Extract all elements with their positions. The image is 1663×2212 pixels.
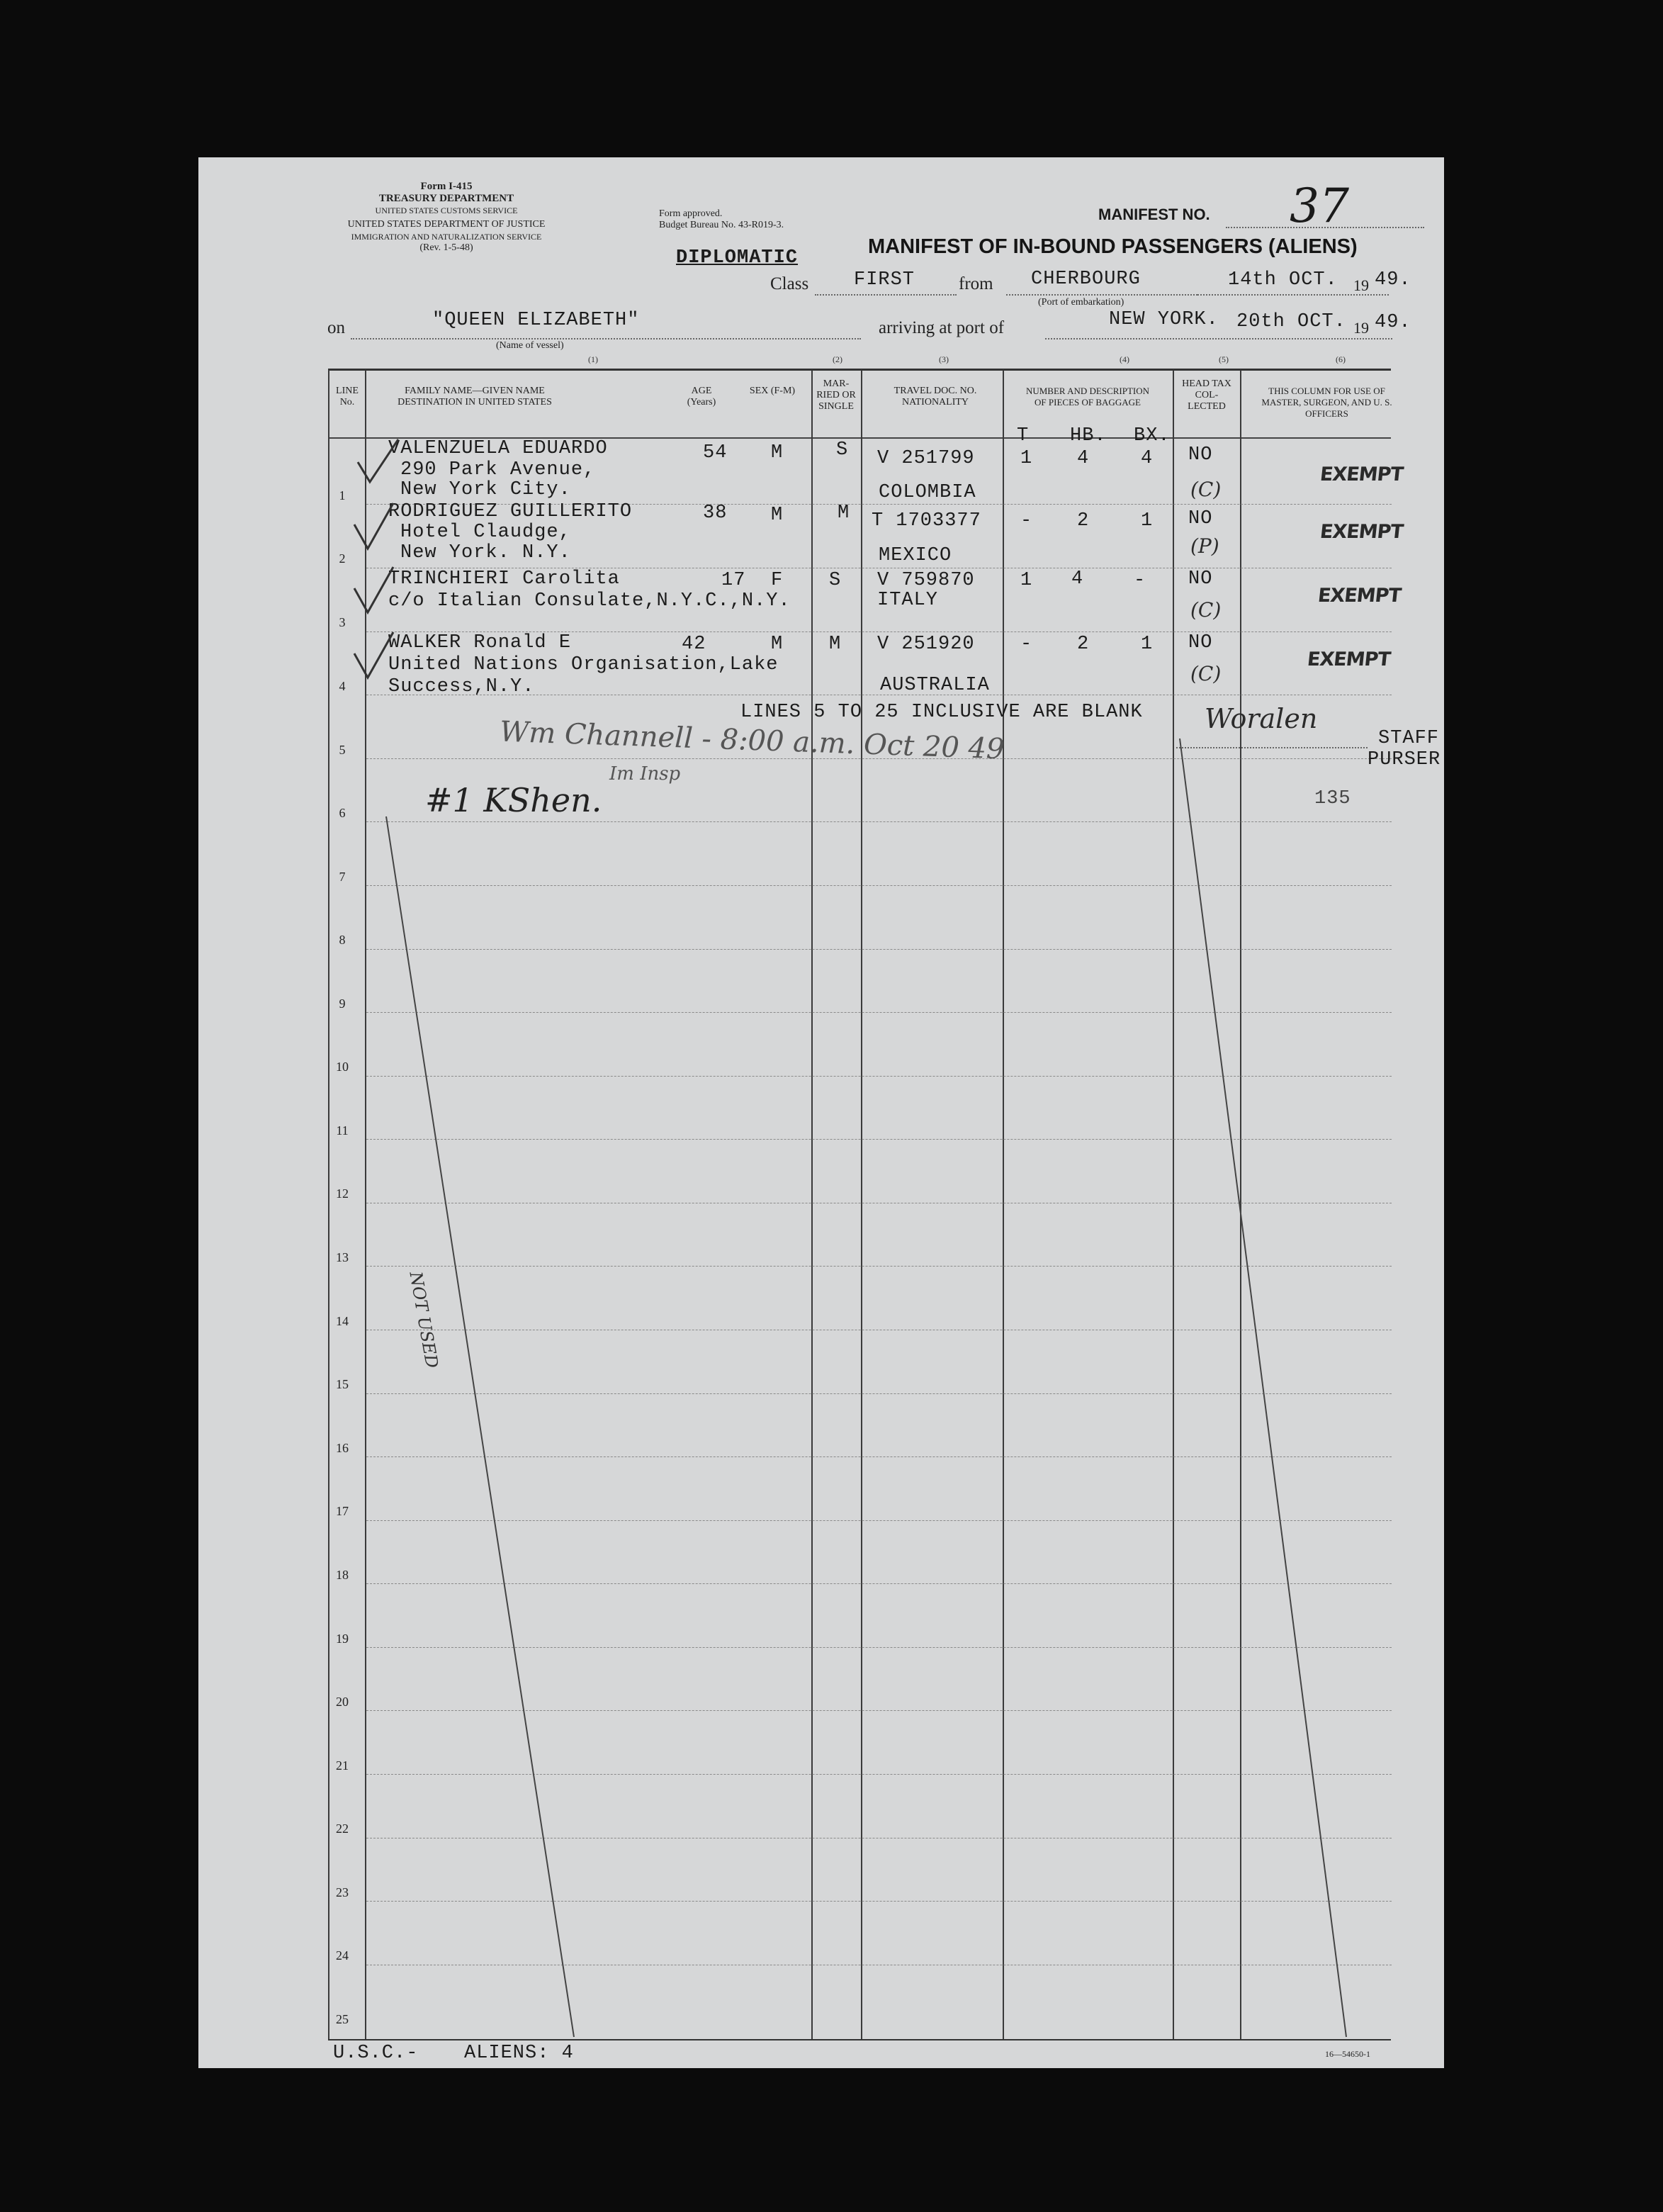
col-num: (3) [939, 354, 949, 364]
blank-lines-note: LINES 5 TO 25 INCLUSIVE ARE BLANK [740, 702, 1143, 723]
baggage-t: - [1020, 634, 1033, 655]
passenger-nationality: COLOMBIA [879, 482, 976, 503]
head-tax: NO [1188, 568, 1213, 590]
baggage-hb: 2 [1077, 634, 1090, 655]
passenger-age: 38 [703, 503, 728, 524]
baggage-hb: 2 [1077, 510, 1090, 532]
passenger-sex: M [771, 442, 784, 464]
passenger-destination: c/o Italian Consulate,N.Y.C.,N.Y. [388, 590, 791, 612]
head-tax-note: (C) [1190, 598, 1222, 622]
passenger-destination: New York. N.Y. [400, 542, 571, 563]
header-sex: SEX (F-M) [749, 386, 796, 396]
col-num: (1) [588, 354, 598, 364]
line-number: 24 [336, 1948, 349, 1963]
col-num: (5) [1219, 354, 1229, 364]
exempt-stamp: EXEMPT [1319, 464, 1404, 485]
staff-label: STAFF [1378, 728, 1440, 749]
arrival-date: 20th OCT. [1236, 311, 1346, 332]
class-label: Class [770, 274, 809, 293]
form-approved: Form approved. [659, 208, 723, 219]
passenger-sex: M [771, 634, 784, 655]
treasury-department: TREASURY DEPARTMENT [378, 193, 514, 204]
line-number: 25 [336, 2012, 349, 2026]
line-number: 22 [336, 1821, 349, 1836]
line-number: 8 [339, 933, 346, 947]
inspector-title: Im Insp [609, 763, 681, 785]
passenger-destination: 290 Park Avenue, [400, 459, 596, 481]
baggage-t: 1 [1020, 570, 1033, 591]
passenger-age: 54 [703, 442, 728, 464]
passenger-marital: S [836, 439, 849, 461]
head-tax-note: (C) [1190, 478, 1222, 501]
footer-code: 16—54650-1 [1325, 2049, 1370, 2059]
line-number: 23 [336, 1885, 349, 1899]
exempt-stamp: EXEMPT [1306, 649, 1392, 670]
passenger-destination: Success,N.Y. [388, 676, 535, 697]
line-number: 4 [339, 679, 346, 693]
line-number: 6 [339, 806, 346, 820]
baggage-bx-label: BX. [1134, 425, 1171, 447]
baggage-hb-label: HB. [1070, 425, 1107, 447]
header-name: FAMILY NAME—GIVEN NAME DESTINATION IN UNITED STATES [398, 386, 552, 408]
header-head-tax: HEAD TAX COL-LECTED [1182, 378, 1231, 412]
head-tax: NO [1188, 508, 1213, 529]
embark-year: 49. [1375, 269, 1411, 291]
passenger-destination: Hotel Claudge, [400, 522, 571, 543]
passenger-sex: M [771, 505, 784, 526]
baggage-bx: - [1134, 570, 1146, 591]
passenger-travel-doc: T 1703377 [872, 510, 981, 532]
baggage-bx: 1 [1141, 510, 1154, 532]
baggage-t: 1 [1020, 448, 1033, 469]
passenger-travel-doc: V 759870 [877, 570, 975, 591]
passenger-nationality: MEXICO [879, 545, 952, 566]
form-number: Form I-415 [420, 181, 473, 192]
passenger-name: WALKER Ronald E [388, 632, 572, 653]
passenger-marital: M [838, 503, 850, 524]
embarkation-date: 14th OCT. [1228, 269, 1338, 291]
line-number: 21 [336, 1758, 349, 1773]
department-of-justice: UNITED STATES DEPARTMENT OF JUSTICE [347, 219, 546, 230]
line-number: 17 [336, 1504, 349, 1518]
line-number: 3 [339, 615, 346, 629]
passenger-nationality: AUSTRALIA [880, 675, 990, 696]
header-line-no: LINE No. [336, 386, 359, 408]
line-number: 14 [336, 1314, 349, 1328]
inspector-annotation: #1 KShen. [425, 781, 602, 819]
budget-bureau: Budget Bureau No. 43-R019-3. [659, 220, 784, 230]
class-value: FIRST [854, 269, 915, 291]
header-married: MAR-RIED OR SINGLE [816, 378, 856, 412]
not-used-label: NOT USED [405, 1270, 442, 1370]
line-number: 9 [339, 996, 346, 1011]
baggage-t: - [1020, 510, 1033, 532]
arrival-year: 49. [1375, 312, 1411, 333]
head-tax-note: (C) [1190, 662, 1222, 685]
passenger-travel-doc: V 251799 [877, 448, 975, 469]
exempt-stamp: EXEMPT [1317, 585, 1402, 607]
port-of-arrival: NEW YORK. [1109, 309, 1219, 330]
footer-usc: U.S.C.- [333, 2043, 419, 2064]
manifest-no-label: MANIFEST NO. [1098, 206, 1210, 223]
line-number: 18 [336, 1568, 349, 1582]
purser-label: PURSER [1368, 749, 1441, 770]
exempt-stamp: EXEMPT [1319, 521, 1404, 543]
vessel-name: "QUEEN ELIZABETH" [432, 310, 640, 331]
manifest-title: MANIFEST OF IN-BOUND PASSENGERS (ALIENS) [868, 235, 1358, 258]
head-tax: NO [1188, 632, 1213, 653]
manifest-sheet [198, 157, 1444, 2068]
line-number: 13 [336, 1250, 349, 1264]
head-tax-note: (P) [1190, 534, 1219, 558]
line-number: 20 [336, 1695, 349, 1709]
line-number: 2 [339, 551, 346, 566]
from-label: from [959, 274, 993, 293]
arriving-label: arriving at port of [879, 318, 1005, 337]
header-officers: THIS COLUMN FOR USE OF MASTER, SURGEON, AND U. S. OFFICERS [1261, 386, 1392, 419]
passenger-sex: F [771, 570, 784, 591]
purser-signature: Woralen [1205, 703, 1318, 734]
passenger-age: 17 [721, 570, 746, 591]
line-number: 7 [339, 870, 346, 884]
on-label: on [327, 318, 345, 337]
line-number: 10 [336, 1060, 349, 1074]
manifest-number: 37 [1290, 179, 1349, 233]
head-tax: NO [1188, 444, 1213, 466]
header-baggage: NUMBER AND DESCRIPTION OF PIECES OF BAGGAGE [1025, 386, 1150, 408]
baggage-bx: 4 [1141, 448, 1154, 469]
footer-aliens-count: ALIENS: 4 [464, 2043, 574, 2064]
line-number: 16 [336, 1441, 349, 1455]
header-travel-doc: TRAVEL DOC. NO. NATIONALITY [893, 386, 977, 408]
baggage-hb: 4 [1071, 568, 1084, 590]
not-used-strike-lines [198, 157, 1444, 2068]
baggage-bx: 1 [1141, 634, 1154, 655]
inspector-note: Wm Channell - 8:00 a.m. Oct 20 49 [499, 715, 1005, 766]
port-of-embarkation: CHERBOURG [1031, 269, 1141, 290]
col-num: (2) [833, 354, 842, 364]
passenger-marital: M [829, 634, 842, 655]
year-prefix-arrival: 19 [1353, 319, 1369, 337]
passenger-travel-doc: V 251920 [877, 634, 975, 655]
line-number: 11 [336, 1123, 349, 1138]
year-prefix: 19 [1353, 276, 1369, 294]
port-embark-caption: (Port of embarkation) [1038, 297, 1124, 308]
line-number: 15 [336, 1377, 349, 1391]
passenger-destination: New York City. [400, 479, 571, 500]
passenger-name: TRINCHIERI Carolita [388, 568, 620, 590]
line-number: 5 [339, 743, 346, 757]
line-number: 1 [339, 488, 346, 503]
passenger-destination: United Nations Organisation,Lake [388, 654, 779, 675]
customs-service: UNITED STATES CUSTOMS SERVICE [375, 206, 518, 215]
col-num: (4) [1120, 354, 1129, 364]
vessel-caption: (Name of vessel) [496, 340, 564, 351]
diplomatic-label: DIPLOMATIC [676, 247, 799, 269]
header-age: AGE (Years) [687, 386, 716, 408]
passenger-name: VALENZUELA EDUARDO [388, 438, 608, 459]
col-num: (6) [1336, 354, 1346, 364]
passenger-marital: S [829, 570, 842, 591]
passenger-name: RODRIGUEZ GUILLERITO [388, 501, 633, 522]
line-number: 12 [336, 1186, 349, 1201]
ins-label: IMMIGRATION AND NATURALIZATION SERVICE [351, 232, 542, 242]
passenger-nationality: ITALY [877, 590, 939, 611]
passenger-age: 42 [682, 634, 706, 655]
number-135: 135 [1314, 788, 1351, 809]
baggage-t-label: T [1017, 425, 1030, 447]
revision-date: (Rev. 1-5-48) [419, 242, 473, 253]
line-number: 19 [336, 1632, 349, 1646]
baggage-hb: 4 [1077, 448, 1090, 469]
